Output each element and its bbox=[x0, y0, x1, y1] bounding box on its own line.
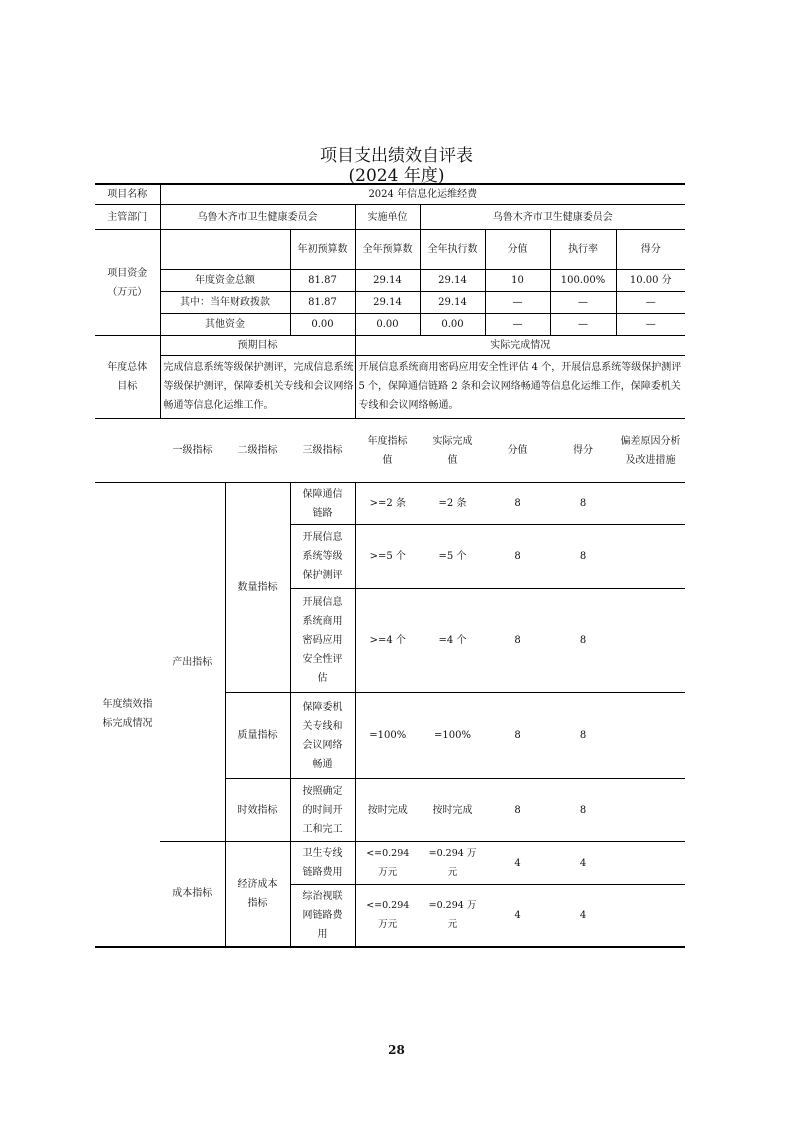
indicator-deviation bbox=[616, 779, 685, 842]
indicator-score: 8 bbox=[485, 693, 550, 779]
level1-output: 产出指标 bbox=[160, 483, 225, 842]
dept-label: 主管部门 bbox=[95, 205, 160, 230]
indicator-actual: =5 个 bbox=[420, 525, 485, 589]
goals-row bbox=[95, 356, 685, 419]
goals-label: 年度总体目标 bbox=[95, 336, 160, 419]
funds-value: 0.00 bbox=[290, 314, 355, 336]
level1-cost: 成本指标 bbox=[160, 842, 225, 947]
funds-row bbox=[95, 270, 685, 292]
document-title: 项目支出绩效自评表 bbox=[320, 146, 473, 166]
indicator-score: 4 bbox=[485, 885, 550, 947]
indicator-header-row bbox=[95, 419, 685, 483]
performance-table bbox=[95, 183, 685, 948]
indicator-got: 8 bbox=[550, 779, 616, 842]
funds-value: — bbox=[485, 292, 550, 314]
funds-value: 81.87 bbox=[290, 270, 355, 292]
level2-economic-cost: 经济成本指标 bbox=[225, 842, 290, 947]
funds-value: 0.00 bbox=[355, 314, 420, 336]
funds-header-1: 全年预算数 bbox=[355, 230, 420, 270]
indicator-row bbox=[95, 842, 685, 885]
indicator-header: 偏差原因分析及改进措施 bbox=[616, 419, 685, 483]
indicator-target: >=5 个 bbox=[355, 525, 420, 589]
actual-goal-label: 实际完成情况 bbox=[355, 336, 685, 356]
funds-value: 29.14 bbox=[420, 292, 485, 314]
indicator-got: 8 bbox=[550, 693, 616, 779]
indicator-target: 按时完成 bbox=[355, 779, 420, 842]
unit-label: 实施单位 bbox=[355, 205, 420, 230]
funds-value: — bbox=[550, 314, 616, 336]
indicator-corner bbox=[95, 419, 160, 483]
funds-value: 81.87 bbox=[290, 292, 355, 314]
level2-timeliness: 时效指标 bbox=[225, 779, 290, 842]
indicator-got: 4 bbox=[550, 842, 616, 885]
indicator-target: >=2 条 bbox=[355, 483, 420, 525]
indicator-target: >=4 个 bbox=[355, 589, 420, 693]
funds-header-5: 得分 bbox=[616, 230, 685, 270]
dept-row bbox=[95, 205, 685, 230]
indicator-name: 综治视联网链路费用 bbox=[290, 885, 355, 947]
funds-value: — bbox=[485, 314, 550, 336]
document-subtitle: (2024 年度) bbox=[348, 166, 445, 186]
funds-row bbox=[95, 292, 685, 314]
funds-value: 10 bbox=[485, 270, 550, 292]
indicator-actual: =0.294 万元 bbox=[420, 842, 485, 885]
funds-value: 0.00 bbox=[420, 314, 485, 336]
indicator-header: 三级指标 bbox=[290, 419, 355, 483]
funds-value: 29.14 bbox=[420, 270, 485, 292]
expected-goal: 完成信息系统等级保护测评，完成信息系统等级保护测评，保障委机关专线和会议网络畅通等信息化运维工作。 bbox=[160, 356, 355, 419]
actual-goal: 开展信息系统商用密码应用安全性评估 4 个，开展信息系统等级保护测评 5 个，保障通信链路 2 条和会议网络畅通等信息化运维工作，保障委机关专线和会议网络畅通。 bbox=[355, 356, 685, 419]
dept-value: 乌鲁木齐市卫生健康委员会 bbox=[160, 205, 355, 230]
indicator-name: 开展信息系统等级保护测评 bbox=[290, 525, 355, 589]
indicator-deviation bbox=[616, 885, 685, 947]
indicator-header: 年度指标值 bbox=[355, 419, 420, 483]
funds-header-2: 全年执行数 bbox=[420, 230, 485, 270]
funds-header-row bbox=[95, 230, 685, 270]
indicator-deviation bbox=[616, 693, 685, 779]
funds-header-4: 执行率 bbox=[550, 230, 616, 270]
level2-quality: 质量指标 bbox=[225, 693, 290, 779]
indicator-deviation bbox=[616, 483, 685, 525]
indicator-deviation bbox=[616, 525, 685, 589]
indicator-deviation bbox=[616, 589, 685, 693]
funds-row-label: 年度资金总额 bbox=[160, 270, 290, 292]
funds-value: — bbox=[550, 292, 616, 314]
indicator-actual: =4 个 bbox=[420, 589, 485, 693]
indicator-header: 分值 bbox=[485, 419, 550, 483]
indicator-row bbox=[95, 483, 685, 525]
funds-header-0: 年初预算数 bbox=[290, 230, 355, 270]
indicator-score: 8 bbox=[485, 525, 550, 589]
indicator-target: <=0.294 万元 bbox=[355, 842, 420, 885]
funds-label: 项目资金 （万元） bbox=[95, 230, 160, 336]
indicator-got: 8 bbox=[550, 589, 616, 693]
funds-value: 100.00% bbox=[550, 270, 616, 292]
indicator-got: 8 bbox=[550, 525, 616, 589]
indicator-header: 得分 bbox=[550, 419, 616, 483]
funds-blank bbox=[160, 230, 290, 270]
indicator-header: 一级指标 bbox=[160, 419, 225, 483]
indicator-name: 按照确定的时间开工和完工 bbox=[290, 779, 355, 842]
indicator-section-label: 年度绩效指标完成情况 bbox=[95, 483, 160, 947]
indicator-got: 8 bbox=[550, 483, 616, 525]
indicator-name: 卫生专线链路费用 bbox=[290, 842, 355, 885]
indicator-actual: =2 条 bbox=[420, 483, 485, 525]
indicator-target: =100% bbox=[355, 693, 420, 779]
funds-header-3: 分值 bbox=[485, 230, 550, 270]
goals-header-row bbox=[95, 336, 685, 356]
indicator-actual: 按时完成 bbox=[420, 779, 485, 842]
level2-quantity: 数量指标 bbox=[225, 483, 290, 693]
project-name-label: 项目名称 bbox=[95, 184, 160, 205]
funds-value: 29.14 bbox=[355, 270, 420, 292]
indicator-actual: =0.294 万元 bbox=[420, 885, 485, 947]
funds-value: — bbox=[616, 292, 685, 314]
indicator-header: 实际完成值 bbox=[420, 419, 485, 483]
indicator-target: <=0.294 万元 bbox=[355, 885, 420, 947]
page-number: 28 bbox=[388, 1043, 405, 1057]
indicator-deviation bbox=[616, 842, 685, 885]
indicator-header: 二级指标 bbox=[225, 419, 290, 483]
indicator-got: 4 bbox=[550, 885, 616, 947]
indicator-name: 保障委机关专线和会议网络畅通 bbox=[290, 693, 355, 779]
funds-row-label: 其他资金 bbox=[160, 314, 290, 336]
indicator-score: 4 bbox=[485, 842, 550, 885]
funds-value: 10.00 分 bbox=[616, 270, 685, 292]
indicator-score: 8 bbox=[485, 483, 550, 525]
project-name-row bbox=[95, 184, 685, 205]
expected-goal-label: 预期目标 bbox=[160, 336, 355, 356]
unit-value: 乌鲁木齐市卫生健康委员会 bbox=[420, 205, 685, 230]
project-name: 2024 年信息化运维经费 bbox=[160, 184, 685, 205]
indicator-name: 保障通信链路 bbox=[290, 483, 355, 525]
funds-row-label: 其中：当年财政拨款 bbox=[160, 292, 290, 314]
funds-row bbox=[95, 314, 685, 336]
funds-value: 29.14 bbox=[355, 292, 420, 314]
funds-value: — bbox=[616, 314, 685, 336]
indicator-actual: =100% bbox=[420, 693, 485, 779]
indicator-name: 开展信息系统商用密码应用安全性评估 bbox=[290, 589, 355, 693]
indicator-score: 8 bbox=[485, 779, 550, 842]
indicator-score: 8 bbox=[485, 589, 550, 693]
